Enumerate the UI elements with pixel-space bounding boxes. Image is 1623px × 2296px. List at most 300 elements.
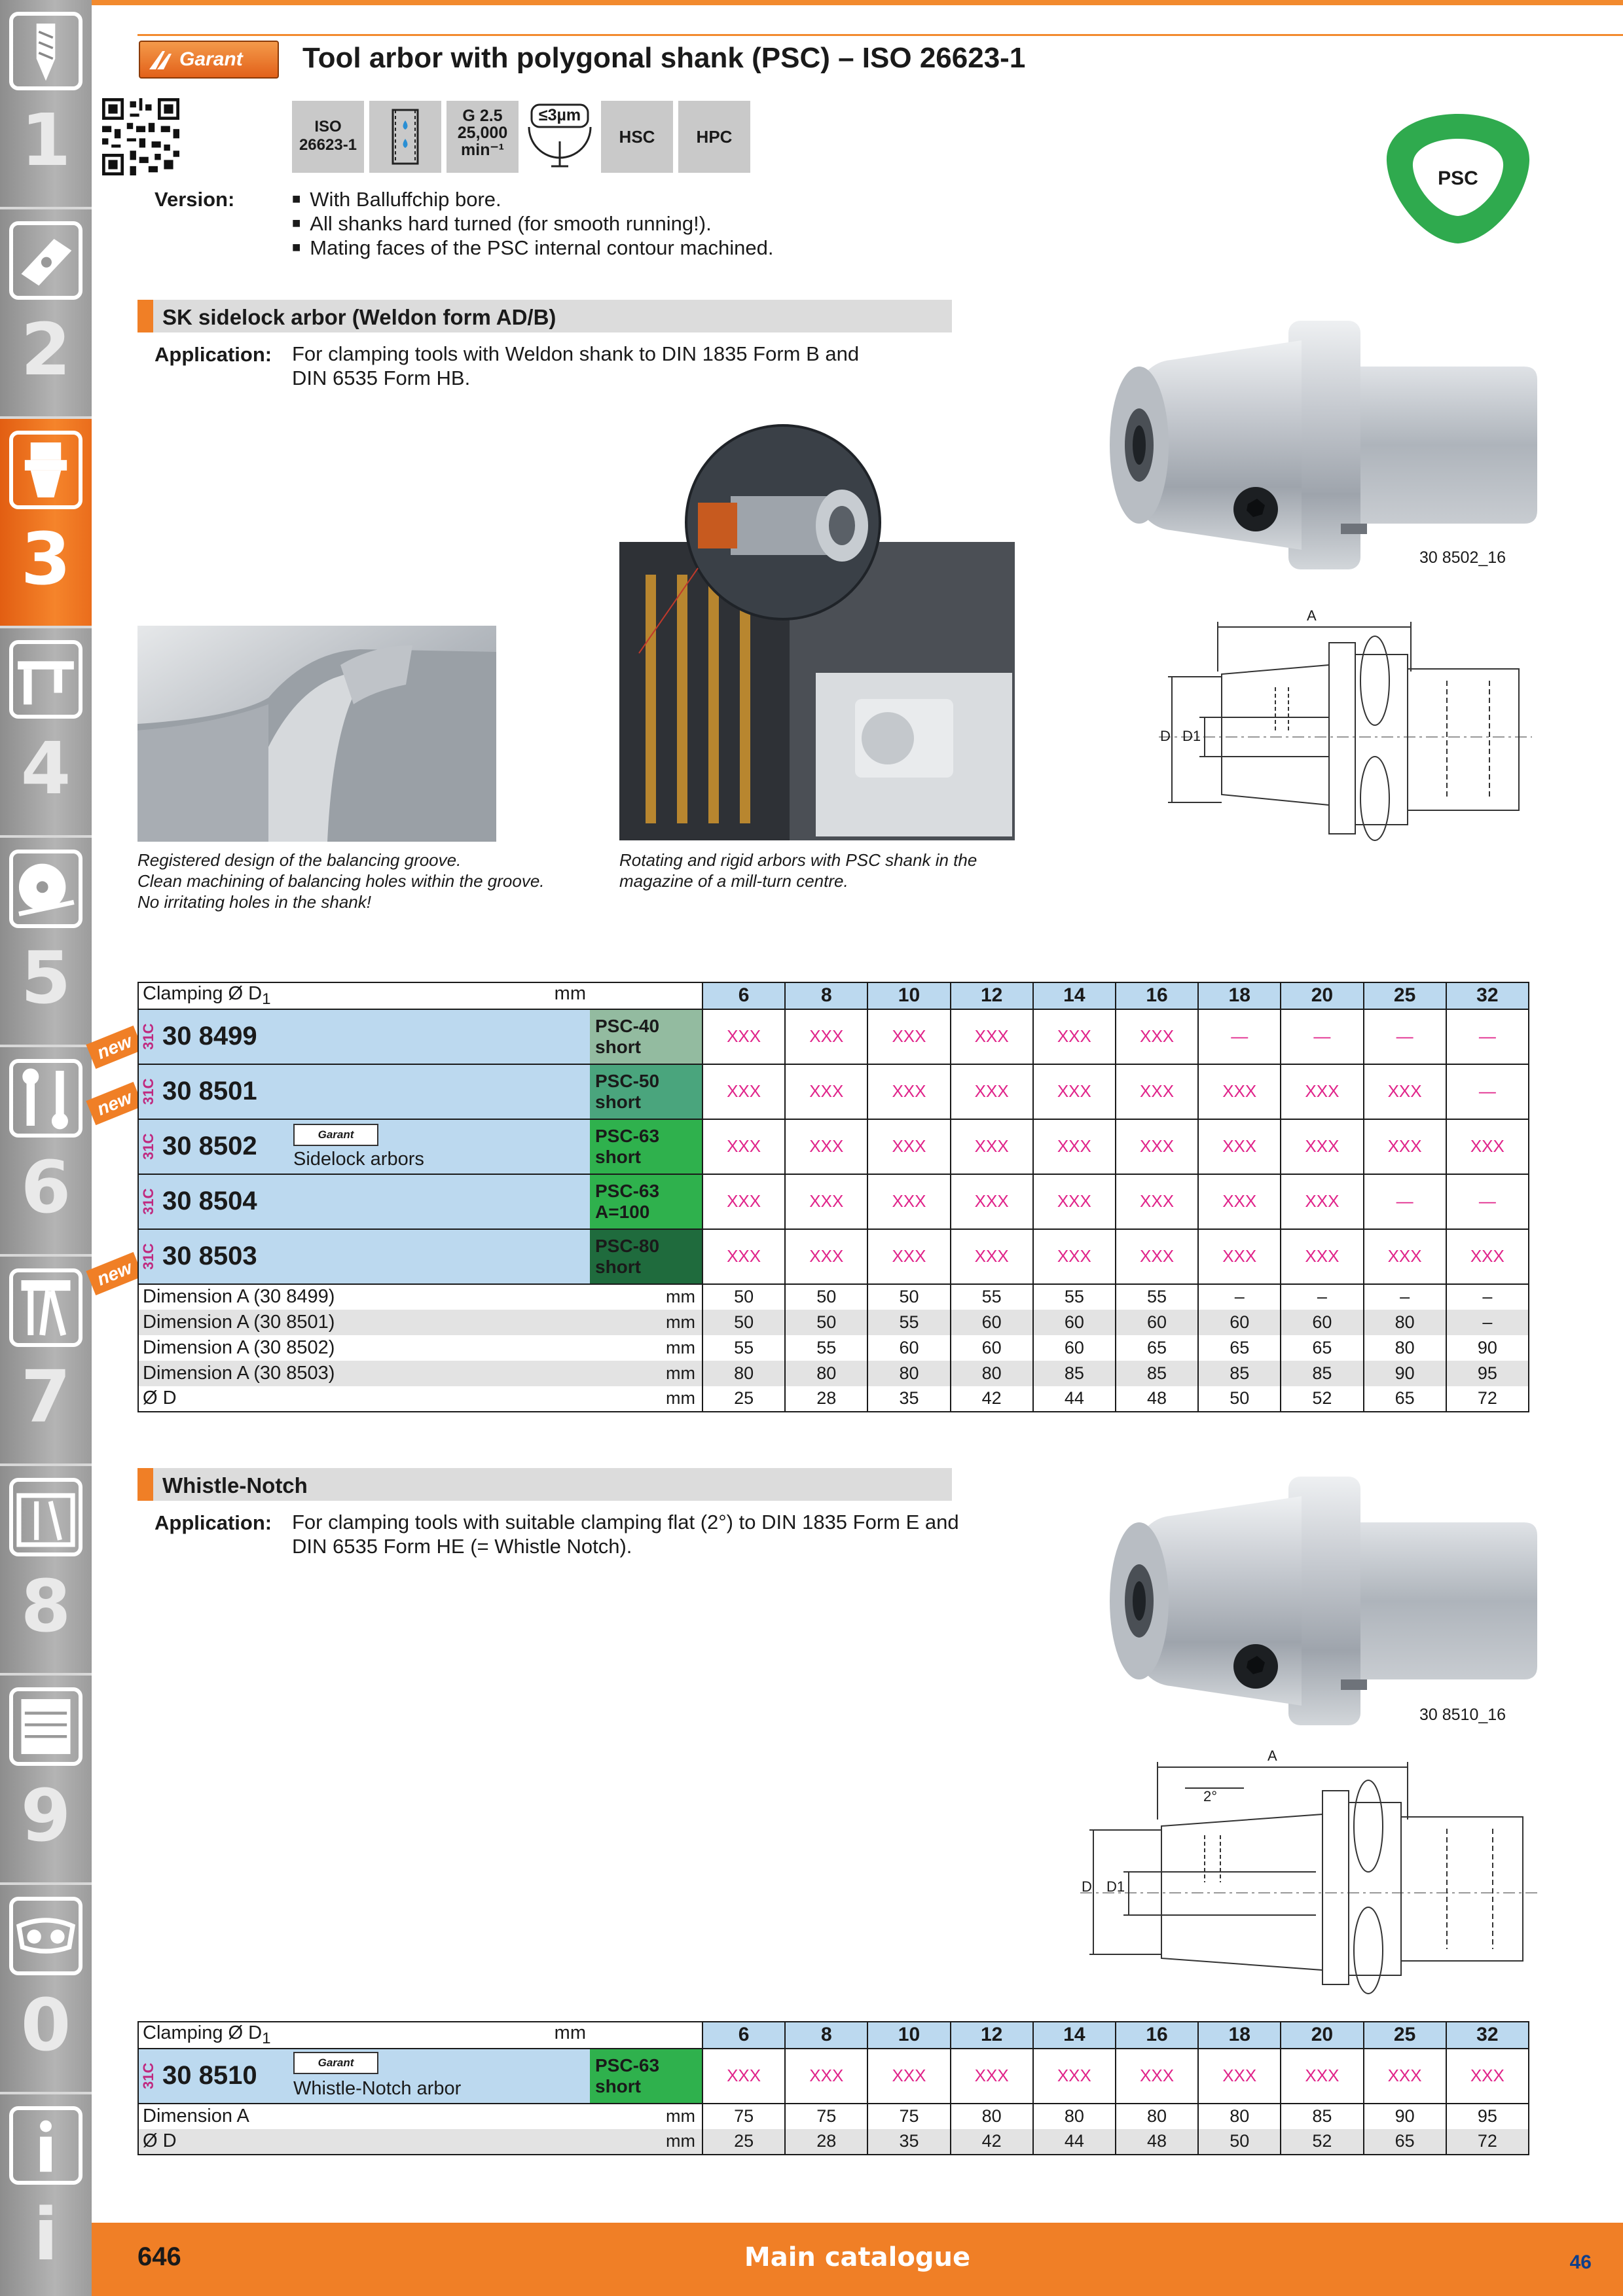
dimension-unit: mm [666, 2106, 695, 2126]
price-cell[interactable]: — [1364, 1174, 1446, 1229]
application-line-2: DIN 6535 Form HB. [292, 367, 471, 389]
dimension-value: 55 [1116, 1284, 1198, 1310]
chapter-tab-0[interactable] [0, 1885, 92, 2094]
section-title: Whistle-Notch [162, 1473, 308, 1498]
article-cell[interactable] [138, 1064, 590, 1119]
dimension-value: – [1446, 1310, 1529, 1335]
dimension-value: 90 [1364, 1361, 1446, 1386]
chapter-tab-i[interactable] [0, 2094, 92, 2296]
shank-cell: PSC-80 short [590, 1229, 702, 1284]
dimension-value: 50 [1198, 1386, 1281, 1412]
tool-holder-icon [9, 431, 82, 509]
chapter-tab-4[interactable] [0, 628, 92, 838]
dimension-label: Dimension A (30 8502) [143, 1336, 335, 1358]
chapter-number: 7 [20, 1355, 71, 1439]
article-description: Sidelock arbors [293, 1148, 424, 1170]
price-cell[interactable]: — [1446, 1009, 1529, 1064]
price-cell[interactable]: XXX [785, 1064, 867, 1119]
col-18: 18 [1198, 982, 1281, 1009]
dimension-value: 50 [785, 1310, 867, 1335]
balance-grade-badge: G 2.5 25,000 min⁻¹ [447, 101, 519, 173]
article-cell[interactable] [138, 1229, 590, 1284]
drawing2-label-angle: 2° [1203, 1788, 1218, 1804]
psc-label: PSC [1438, 168, 1478, 189]
dimension-value: 52 [1281, 2129, 1363, 2155]
article-cell[interactable] [138, 2049, 590, 2104]
unit: mm [554, 2022, 586, 2043]
clamping-label: Clamping Ø $D_1$ mm [143, 983, 586, 1008]
dimension-value: 80 [951, 1361, 1033, 1386]
price-cell[interactable]: XXX [1033, 1064, 1116, 1119]
price-cell[interactable]: XXX [1116, 1064, 1198, 1119]
coolant-icon [369, 101, 441, 173]
new-flag: new [86, 1026, 143, 1069]
chapter-number: 6 [20, 1145, 71, 1229]
article-cell[interactable] [138, 1119, 590, 1174]
price-cell[interactable]: XXX [867, 2049, 950, 2104]
new-flag: new [86, 1082, 143, 1125]
price-cell[interactable]: XXX [702, 1064, 785, 1119]
dimension-value: 72 [1446, 1386, 1529, 1412]
dimension-unit: mm [666, 1337, 695, 1357]
wrench-icon [9, 1059, 82, 1138]
price-cell[interactable]: XXX [1446, 2049, 1529, 2104]
price-cell[interactable]: XXX [951, 1009, 1033, 1064]
caption-machine-2: magazine of a mill-turn centre. [619, 871, 848, 891]
price-cell[interactable]: XXX [1364, 1119, 1446, 1174]
category-code: 31C [140, 1078, 156, 1105]
article-number: 30 8503 [162, 1242, 257, 1271]
price-cell[interactable]: XXX [1364, 2049, 1446, 2104]
version-bullet-3: ■ Mating faces of the PSC internal contour machined. [292, 235, 774, 260]
dimension-value: 80 [951, 2104, 1033, 2129]
page-footer [92, 2223, 1623, 2296]
price-cell[interactable]: XXX [702, 1174, 785, 1229]
dimension-value: – [1281, 1284, 1363, 1310]
dimension-value: 52 [1281, 1386, 1363, 1412]
category-code: 31C [140, 2062, 156, 2090]
dimension-value: 28 [785, 1386, 867, 1412]
dimension-value: 80 [785, 1361, 867, 1386]
price-cell[interactable]: XXX [785, 1119, 867, 1174]
dimension-unit: mm [590, 1361, 702, 1386]
price-cell[interactable]: XXX [1033, 1174, 1116, 1229]
dimension-value: 60 [951, 1310, 1033, 1335]
drawing1-label-d: D [1160, 728, 1171, 744]
dimension-value: 60 [1198, 1310, 1281, 1335]
dimension-label: Dimension A (30 8501) [138, 1310, 590, 1335]
balancing-groove-photo [137, 626, 496, 842]
dimension-value: 80 [867, 1361, 950, 1386]
caption-groove-3: No irritating holes in the shank! [137, 892, 371, 912]
dimension-row [138, 1361, 1529, 1386]
sidelock-arbor-photo [1092, 314, 1537, 576]
dimension-label: Dimension A (30 8503) [138, 1361, 590, 1386]
price-cell[interactable]: XXX [951, 1174, 1033, 1229]
whistle-notch-arbor-drawing [1080, 1754, 1539, 1996]
photo-code-1: 30 8502_16 [1419, 548, 1506, 567]
dimension-value: 28 [785, 2129, 867, 2155]
dimension-value: 60 [1033, 1335, 1116, 1361]
dimension-value: 60 [1033, 1310, 1116, 1335]
dimension-value: 50 [702, 1310, 785, 1335]
caption-groove-2: Clean machining of balancing holes within the groove. [137, 871, 545, 891]
price-cell[interactable]: XXX [702, 1229, 785, 1284]
insert-icon [9, 221, 82, 300]
price-cell[interactable]: XXX [1116, 1229, 1198, 1284]
dimension-value: 42 [951, 1386, 1033, 1412]
runout-value: ≤3µm [538, 106, 581, 124]
mill-turn-centre-photo [619, 424, 1015, 840]
coolant-badge [369, 101, 441, 173]
dimension-value: 35 [867, 1386, 950, 1412]
dimension-value: 55 [867, 1310, 950, 1335]
article-number: 30 8501 [162, 1077, 257, 1106]
dimension-value: 65 [1364, 2129, 1446, 2155]
chapter-tab-3[interactable] [0, 419, 92, 628]
dimension-value: 80 [1033, 2104, 1116, 2129]
price-cell[interactable]: XXX [951, 1119, 1033, 1174]
section-whistle-notch-heading [137, 1468, 952, 1501]
price-cell[interactable]: — [1446, 1174, 1529, 1229]
chapter-tab-2[interactable] [0, 209, 92, 419]
category-code: 31C [140, 1133, 156, 1160]
application-label: Application: [155, 343, 272, 366]
dimension-value: 85 [1281, 1361, 1363, 1386]
chapter-tab-6[interactable] [0, 1047, 92, 1257]
article-number: 30 8499 [162, 1022, 257, 1051]
price-cell[interactable]: XXX [951, 2049, 1033, 2104]
dimension-value: 55 [1033, 1284, 1116, 1310]
dimension-unit: mm [666, 1388, 695, 1408]
article-row[interactable] [138, 1174, 1529, 1229]
price-cell[interactable]: XXX [1198, 1119, 1281, 1174]
application-line-1: For clamping tools with Weldon shank to DIN 1835 Form B and [292, 342, 860, 365]
price-cell[interactable]: XXX [867, 1064, 950, 1119]
price-cell[interactable]: XXX [867, 1009, 950, 1064]
dimension-value: 65 [1116, 1335, 1198, 1361]
dimension-value: 85 [1116, 1361, 1198, 1386]
price-cell[interactable]: XXX [1198, 1064, 1281, 1119]
shank-cell: PSC-63 short [590, 2049, 702, 2104]
dimension-unit: mm [666, 1287, 695, 1307]
price-cell[interactable]: XXX [1281, 1229, 1363, 1284]
price-cell[interactable]: XXX [702, 1119, 785, 1174]
header-rule [137, 34, 1623, 36]
version-bullet-2: ■ All shanks hard turned (for smooth running!). [292, 211, 712, 236]
price-cell[interactable]: XXX [1116, 2049, 1198, 2104]
toolbox-icon [9, 1478, 82, 1556]
dimension-unit: mm [590, 1310, 702, 1335]
dimension-label: Dimension A [143, 2106, 249, 2127]
price-cell[interactable]: XXX [1198, 1229, 1281, 1284]
chapter-number: 1 [20, 98, 71, 182]
garant-badge: Garant [293, 1124, 378, 1146]
section-title: SK sidelock arbor (Weldon form AD/B) [162, 305, 556, 329]
info-icon [9, 2106, 82, 2185]
price-cell[interactable]: XXX [867, 1119, 950, 1174]
section-sidelock-heading [137, 300, 952, 332]
chapter-number: 0 [20, 1983, 71, 2067]
footer-title: Main catalogue [744, 2242, 971, 2272]
chapter-tab-1[interactable] [0, 0, 92, 209]
chapter-tab-9[interactable] [0, 1676, 92, 1885]
dimension-value: 72 [1446, 2129, 1529, 2155]
price-cell[interactable]: XXX [785, 1174, 867, 1229]
price-cell[interactable]: XXX [1281, 1064, 1363, 1119]
col-8: 8 [785, 2022, 867, 2049]
iso-badge: ISO 26623-1 [292, 101, 364, 173]
dimension-value: 80 [1116, 2104, 1198, 2129]
article-description: Whistle-Notch arbor [293, 2077, 462, 2099]
article-row[interactable] [138, 1119, 1529, 1174]
price-cell[interactable]: XXX [1116, 1174, 1198, 1229]
dimension-value: 48 [1116, 1386, 1198, 1412]
category-code: 31C [140, 1188, 156, 1215]
new-flag: new [86, 1252, 143, 1295]
unit: mm [554, 983, 586, 1004]
dimension-row [138, 1310, 1529, 1335]
col-14: 14 [1033, 2022, 1116, 2049]
dimension-value: 65 [1281, 1335, 1363, 1361]
price-cell[interactable]: XXX [702, 2049, 785, 2104]
chapter-tab-8[interactable] [0, 1466, 92, 1676]
top-accent-rule [92, 0, 1623, 5]
dimension-value: – [1364, 1284, 1446, 1310]
dimension-value: 95 [1446, 2104, 1529, 2129]
chapter-number: 5 [20, 936, 71, 1020]
col-16: 16 [1116, 2022, 1198, 2049]
dimension-value: 90 [1446, 1335, 1529, 1361]
grinding-disc-icon [9, 850, 82, 928]
dimension-value: 90 [1364, 2104, 1446, 2129]
dimension-value: 80 [1198, 2104, 1281, 2129]
drawing1-label-d1: D1 [1182, 728, 1201, 744]
price-cell[interactable]: XXX [1446, 1229, 1529, 1284]
dimension-value: 44 [1033, 1386, 1116, 1412]
dimension-value: 50 [785, 1284, 867, 1310]
dimension-value: 75 [785, 2104, 867, 2129]
dimension-value: 50 [1198, 2129, 1281, 2155]
col-25: 25 [1364, 982, 1446, 1009]
dimension-value: 48 [1116, 2129, 1198, 2155]
dimension-label: Ø D [138, 2129, 590, 2155]
price-cell[interactable]: XXX [951, 1064, 1033, 1119]
dimension-row [138, 1284, 1529, 1310]
section-marker [137, 1468, 153, 1501]
price-cell[interactable]: XXX [1198, 2049, 1281, 2104]
chapter-tab-7[interactable] [0, 1257, 92, 1466]
price-cell[interactable]: XXX [1446, 1119, 1529, 1174]
dimension-value: 95 [1446, 1361, 1529, 1386]
application-label: Application: [155, 1511, 272, 1534]
chapter-number: i [33, 2193, 58, 2276]
price-cell[interactable]: XXX [951, 1229, 1033, 1284]
price-cell[interactable]: — [1446, 1064, 1529, 1119]
whistle-notch-table [137, 2021, 1529, 2155]
dimension-value: 60 [951, 1335, 1033, 1361]
dimension-value: 85 [1033, 1361, 1116, 1386]
brand-name: Garant [179, 48, 243, 70]
page-number: 646 [137, 2242, 181, 2271]
col-20: 20 [1281, 982, 1363, 1009]
price-cell[interactable]: XXX [1033, 1119, 1116, 1174]
photo-code-2: 30 8510_16 [1419, 1706, 1506, 1724]
dimension-value: 85 [1198, 1361, 1281, 1386]
safety-goggles-icon [9, 1897, 82, 1975]
dimension-value: 50 [867, 1284, 950, 1310]
caliper-icon [9, 640, 82, 719]
drawing2-label-d: D [1082, 1878, 1092, 1895]
drawing2-label-a: A [1267, 1748, 1277, 1764]
dimension-value: 55 [702, 1335, 785, 1361]
dimension-value: 60 [1116, 1310, 1198, 1335]
clamping-label: Clamping Ø $D_1$ mm [143, 2022, 586, 2047]
col-32: 32 [1446, 2022, 1529, 2049]
col-12: 12 [951, 2022, 1033, 2049]
category-code: 31C [140, 1243, 156, 1270]
header-spacer [590, 2022, 702, 2049]
chapter-number: 3 [20, 517, 71, 601]
dimension-row [138, 1335, 1529, 1361]
section-marker [137, 300, 153, 332]
col-12: 12 [951, 982, 1033, 1009]
dimension-value: 50 [702, 1284, 785, 1310]
chapter-number: 2 [20, 308, 71, 391]
page-title: Tool arbor with polygonal shank (PSC) – ISO 26623-1 [302, 42, 1026, 74]
table-header-row [138, 2022, 1529, 2049]
article-cell[interactable] [138, 1174, 590, 1229]
caption-groove-1: Registered design of the balancing groove. [137, 850, 462, 870]
pliers-icon [9, 1268, 82, 1347]
col-10: 10 [867, 2022, 950, 2049]
price-cell[interactable]: XXX [1281, 2049, 1363, 2104]
col-8: 8 [785, 982, 867, 1009]
dimension-row [138, 1386, 1529, 1412]
chapter-number: 4 [20, 726, 71, 810]
price-cell[interactable]: — [1281, 1009, 1363, 1064]
price-cell[interactable]: XXX [1198, 1174, 1281, 1229]
price-cell[interactable]: — [1364, 1009, 1446, 1064]
price-cell[interactable]: XXX [1033, 1229, 1116, 1284]
dimension-value: 60 [1281, 1310, 1363, 1335]
dimension-value: 65 [1198, 1335, 1281, 1361]
garant-badge: Garant [293, 2052, 378, 2074]
dimension-value: 75 [867, 2104, 950, 2129]
garant-logo [139, 41, 279, 79]
shank-cell: PSC-63 A=100 [590, 1174, 702, 1229]
price-cell[interactable]: XXX [1364, 1064, 1446, 1119]
col-14: 14 [1033, 982, 1116, 1009]
application-line-2: DIN 6535 Form HE (= Whistle Notch). [292, 1535, 632, 1558]
dimension-row [138, 2104, 1529, 2129]
price-cell[interactable]: XXX [1116, 1119, 1198, 1174]
col-20: 20 [1281, 2022, 1363, 2049]
whistle-notch-arbor-photo [1092, 1470, 1537, 1732]
psc-shank-emblem [1383, 110, 1533, 247]
col-18: 18 [1198, 2022, 1281, 2049]
dimension-value: 44 [1033, 2129, 1116, 2155]
drill-icon [9, 12, 82, 90]
price-cell[interactable]: — [1198, 1009, 1281, 1064]
chapter-sidebar [0, 0, 92, 2296]
article-cell[interactable] [138, 1009, 590, 1064]
cabinet-icon [9, 1687, 82, 1766]
price-cell[interactable]: XXX [1364, 1229, 1446, 1284]
dimension-value: 80 [1364, 1335, 1446, 1361]
article-row[interactable] [138, 1009, 1529, 1064]
price-cell[interactable]: XXX [867, 1229, 950, 1284]
dimension-unit: mm [590, 2129, 702, 2155]
price-cell[interactable]: XXX [785, 1009, 867, 1064]
header-spacer [590, 982, 702, 1009]
caption-machine-1: Rotating and rigid arbors with PSC shank in the [619, 850, 977, 870]
price-cell[interactable]: XXX [1116, 1009, 1198, 1064]
col-10: 10 [867, 982, 950, 1009]
qr-code-icon[interactable] [102, 98, 179, 175]
dimension-value: 42 [951, 2129, 1033, 2155]
hpc-badge: HPC [678, 101, 750, 173]
dimension-value: 25 [702, 2129, 785, 2155]
article-row[interactable] [138, 1229, 1529, 1284]
dimension-value: 65 [1364, 1386, 1446, 1412]
shank-cell: PSC-63 short [590, 1119, 702, 1174]
price-cell[interactable]: XXX [785, 2049, 867, 2104]
garant-mark-icon [148, 50, 175, 71]
price-cell[interactable]: XXX [1281, 1119, 1363, 1174]
sidelock-arbor-drawing [1159, 609, 1532, 844]
dimension-value: 85 [1281, 2104, 1363, 2129]
shank-cell: PSC-40 short [590, 1009, 702, 1064]
col-16: 16 [1116, 982, 1198, 1009]
col-6: 6 [702, 982, 785, 1009]
price-cell[interactable]: XXX [702, 1009, 785, 1064]
col-25: 25 [1364, 2022, 1446, 2049]
dimension-value: 25 [702, 1386, 785, 1412]
col-32: 32 [1446, 982, 1529, 1009]
runout-badge [524, 101, 596, 173]
sidelock-arbor-table [137, 982, 1529, 1412]
table-header-row [138, 982, 1529, 1009]
article-row[interactable] [138, 1064, 1529, 1119]
dimension-label: Dimension A (30 8499) [143, 1286, 335, 1308]
dimension-label: Ø D [143, 1388, 177, 1409]
chapter-number: 8 [20, 1564, 71, 1648]
dimension-value: 80 [702, 1361, 785, 1386]
price-cell[interactable]: XXX [1033, 2049, 1116, 2104]
footer-subnumber: 46 [1569, 2251, 1592, 2273]
price-cell[interactable]: XXX [867, 1174, 950, 1229]
hsc-badge: HSC [601, 101, 673, 173]
dimension-value: 55 [785, 1335, 867, 1361]
shank-cell: PSC-50 short [590, 1064, 702, 1119]
price-cell[interactable]: XXX [785, 1229, 867, 1284]
chapter-number: 9 [20, 1774, 71, 1857]
dimension-value: – [1446, 1284, 1529, 1310]
dimension-value: 55 [951, 1284, 1033, 1310]
article-number: 30 8504 [162, 1187, 257, 1216]
price-cell[interactable]: XXX [1033, 1009, 1116, 1064]
application-line-1: For clamping tools with suitable clamping flat (2°) to DIN 1835 Form E and [292, 1511, 959, 1534]
version-bullet-1: ■ With Balluffchip bore. [292, 187, 501, 211]
price-cell[interactable]: XXX [1281, 1174, 1363, 1229]
article-row[interactable] [138, 2049, 1529, 2104]
chapter-tab-5[interactable] [0, 838, 92, 1047]
dimension-value: – [1198, 1284, 1281, 1310]
drawing1-label-a: A [1307, 607, 1317, 624]
drawing2-label-d1: D1 [1106, 1878, 1125, 1895]
dimension-value: 75 [702, 2104, 785, 2129]
